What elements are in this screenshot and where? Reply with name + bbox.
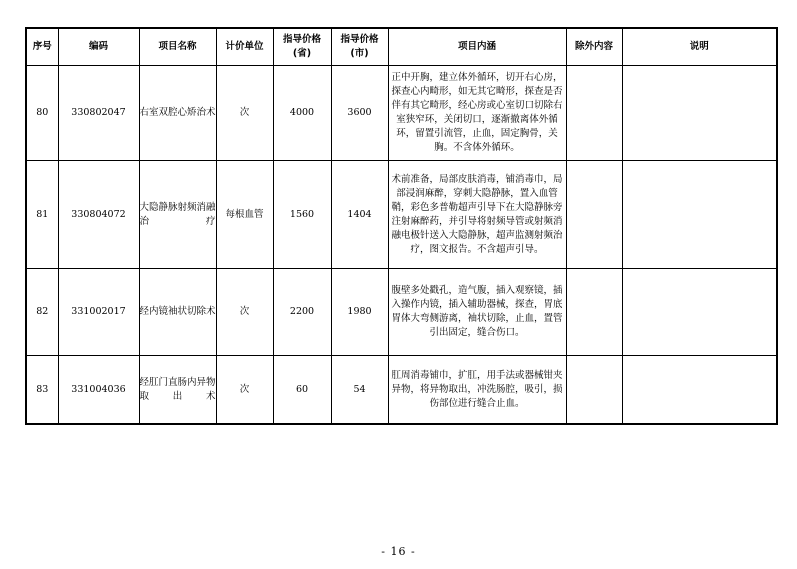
cell-seq: 81	[26, 161, 58, 269]
header-price-province	[273, 28, 331, 66]
table-row	[26, 66, 777, 161]
cell-code: 330804072	[58, 161, 139, 269]
cell-price-province: 4000	[273, 66, 331, 161]
header-price-province-line2: (省)	[292, 48, 312, 59]
cell-unit: 次	[216, 269, 273, 356]
cell-unit: 次	[216, 66, 273, 161]
cell-excluded	[566, 161, 622, 269]
header-price-city	[331, 28, 388, 66]
cell-code: 330802047	[58, 66, 139, 161]
header-price-province-line1: 指导价格	[282, 34, 321, 45]
header-price-city-line1: 指导价格	[340, 34, 379, 45]
header-seq: 序号	[26, 28, 58, 66]
cell-price-city: 1404	[331, 161, 388, 269]
cell-excluded	[566, 269, 622, 356]
page-number: - 16 -	[381, 545, 416, 558]
cell-code: 331002017	[58, 269, 139, 356]
cell-excluded	[566, 66, 622, 161]
cell-price-city: 54	[331, 356, 388, 425]
table-row	[26, 269, 777, 356]
cell-price-province: 60	[273, 356, 331, 425]
cell-unit: 次	[216, 356, 273, 425]
table-row	[26, 161, 777, 269]
header-name: 项目名称	[139, 28, 216, 66]
cell-seq: 83	[26, 356, 58, 425]
cell-name: 大隐静脉射频消融治疗	[139, 161, 216, 269]
cell-seq: 80	[26, 66, 58, 161]
table-row	[26, 356, 777, 425]
cell-content: 肛周消毒铺巾，扩肛，用手法或器械钳夹异物，将异物取出，冲洗肠腔，吸引，损伤部位进行缝合止血。	[388, 356, 566, 425]
cell-note	[622, 66, 777, 161]
header-unit: 计价单位	[216, 28, 273, 66]
header-excluded: 除外内容	[566, 28, 622, 66]
cell-note	[622, 161, 777, 269]
header-content: 项目内涵	[388, 28, 566, 66]
cell-content: 正中开胸，建立体外循环，切开右心房，探查心内畸形，如无其它畸形，探查是否伴有其它畸形，经心房或心室切口切除右室狭窄环，关闭切口，逐渐撤离体外循环，留置引流管，止血，固定胸骨，关胸。不含体外循环。	[388, 66, 566, 161]
cell-content: 术前准备，局部皮肤消毒，铺消毒巾，局部浸润麻醉，穿刺大隐静脉，置入血管鞘，彩色多普勒超声引导下在大隐静脉旁注射麻醉药，并引导将射频导管或射频消融电极针送入大隐静脉，超声监测射频治疗，图文报告。不含超声引导。	[388, 161, 566, 269]
cell-name: 右室双腔心矫治术	[139, 66, 216, 161]
cell-note	[622, 269, 777, 356]
cell-seq: 82	[26, 269, 58, 356]
table-header	[26, 28, 777, 66]
cell-note	[622, 356, 777, 425]
cell-excluded	[566, 356, 622, 425]
header-note: 说明	[622, 28, 777, 66]
cell-name: 经肛门直肠内异物取出术	[139, 356, 216, 425]
cell-name: 经内镜袖状切除术	[139, 269, 216, 356]
fee-schedule-table	[25, 27, 778, 425]
cell-code: 331004036	[58, 356, 139, 425]
cell-unit: 每根血管	[216, 161, 273, 269]
cell-price-province: 2200	[273, 269, 331, 356]
header-price-city-line2: (市)	[350, 48, 369, 59]
cell-content: 腹壁多处戳孔，造气腹，插入观察镜，插入操作内镜，插入辅助器械，探查，胃底胃体大弯侧游离，袖状切除，止血，置管引出固定，缝合伤口。	[388, 269, 566, 356]
header-code: 编码	[58, 28, 139, 66]
cell-price-province: 1560	[273, 161, 331, 269]
cell-price-city: 1980	[331, 269, 388, 356]
cell-price-city: 3600	[331, 66, 388, 161]
